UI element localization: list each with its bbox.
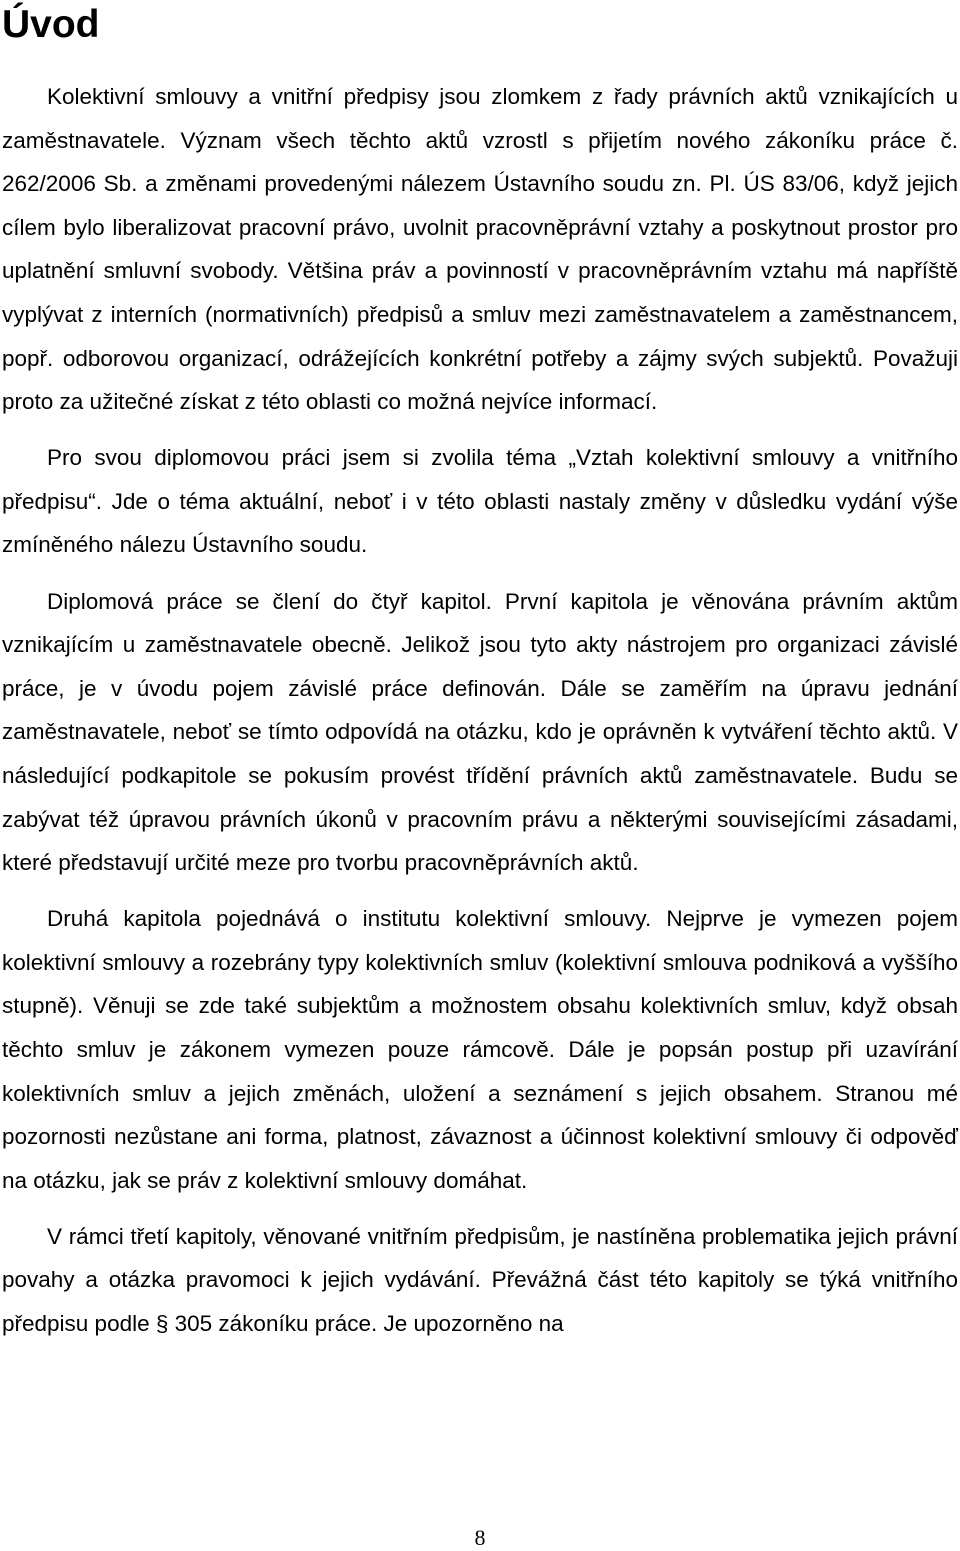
body-text — [2, 75, 958, 1358]
paragraph-chapter-one: Diplomová práce se člení do čtyř kapitol. První kapitola je věnována právním aktům vznikajícím u zaměstnavatele obecně. Jelikož jsou tyto akty nástrojem pro organizaci závislé práce, je v úvodu pojem závislé práce definován. Dále se zaměřím na úpravu jednání zaměstnavatele, neboť se tímto odpovídá na otázku, kdo je oprávněn k vytváření těchto aktů. V následující podkapitole se pokusím provést třídění právních aktů zaměstnavatele. Budu se zabývat též úpravou právních úkonů v pracovním právu a některými souvisejícími zásadami, které představují určité meze pro tvorbu pracovněprávních aktů. — [2, 588, 958, 876]
paragraph-chapter-three: V rámci třetí kapitoly, věnované vnitřním předpisům, je nastíněna problematika jejich právní povahy a otázka pravomoci k jejich vydávání. Převážná část této kapitoly se týká vnitřního předpisu podle § 305 zákoníku práce. Je upozorněno na — [2, 1223, 958, 1337]
page-number: 8 — [474, 1525, 486, 1550]
paragraph-chapter-two: Druhá kapitola pojednává o institutu kolektivní smlouvy. Nejprve je vymezen pojem kolektivní smlouvy a rozebrány typy kolektivních smluv (kolektivní smlouva podniková a vyššího stupně). Věnuji se zde také subjektům a možnostem obsahu kolektivních smluv, když obsah těchto smluv je zákonem vymezen pouze rámcově. Dále je popsán postup při uzavírání kolektivních smluv a jejich změnách, uložení a seznámení s jejich obsahem. Stranou mé pozornosti nezůstane ani forma, platnost, závaznost a účinnost kolektivní smlouvy či odpověď na otázku, jak se práv z kolektivní smlouvy domáhat. — [2, 906, 958, 1193]
page-heading: Úvod — [2, 3, 100, 46]
paragraph-topic: Pro svou diplomovou práci jsem si zvolila téma „Vztah kolektivní smlouvy a vnitřního předpisu“. Jde o téma aktuální, neboť i v této oblasti nastaly změny v důsledku vydání výše zmíněného nálezu Ústavního soudu. — [2, 445, 958, 558]
paragraph-intro: Kolektivní smlouvy a vnitřní předpisy jsou zlomkem z řady právních aktů vznikajících u zaměstnavatele. Význam všech těchto aktů vzrostl s přijetím nového zákoníku práce č. 262/2006 Sb. a změnami provedenými nálezem Ústavního soudu zn. Pl. ÚS 83/06, když jejich cílem bylo liberalizovat pracovní právo, uvolnit pracovněprávní vztahy a poskytnout prostor pro uplatnění smluvní svobody. Většina práv a povinností v pracovněprávním vztahu má napříště vyplývat z interních (normativních) předpisů a smluv mezi zaměstnavatelem a zaměstnancem, popř. odborovou organizací, odrážejících konkrétní potřeby a zájmy svých subjektů. Považuji proto za užitečné získat z této oblasti co možná nejvíce informací. — [2, 84, 958, 415]
